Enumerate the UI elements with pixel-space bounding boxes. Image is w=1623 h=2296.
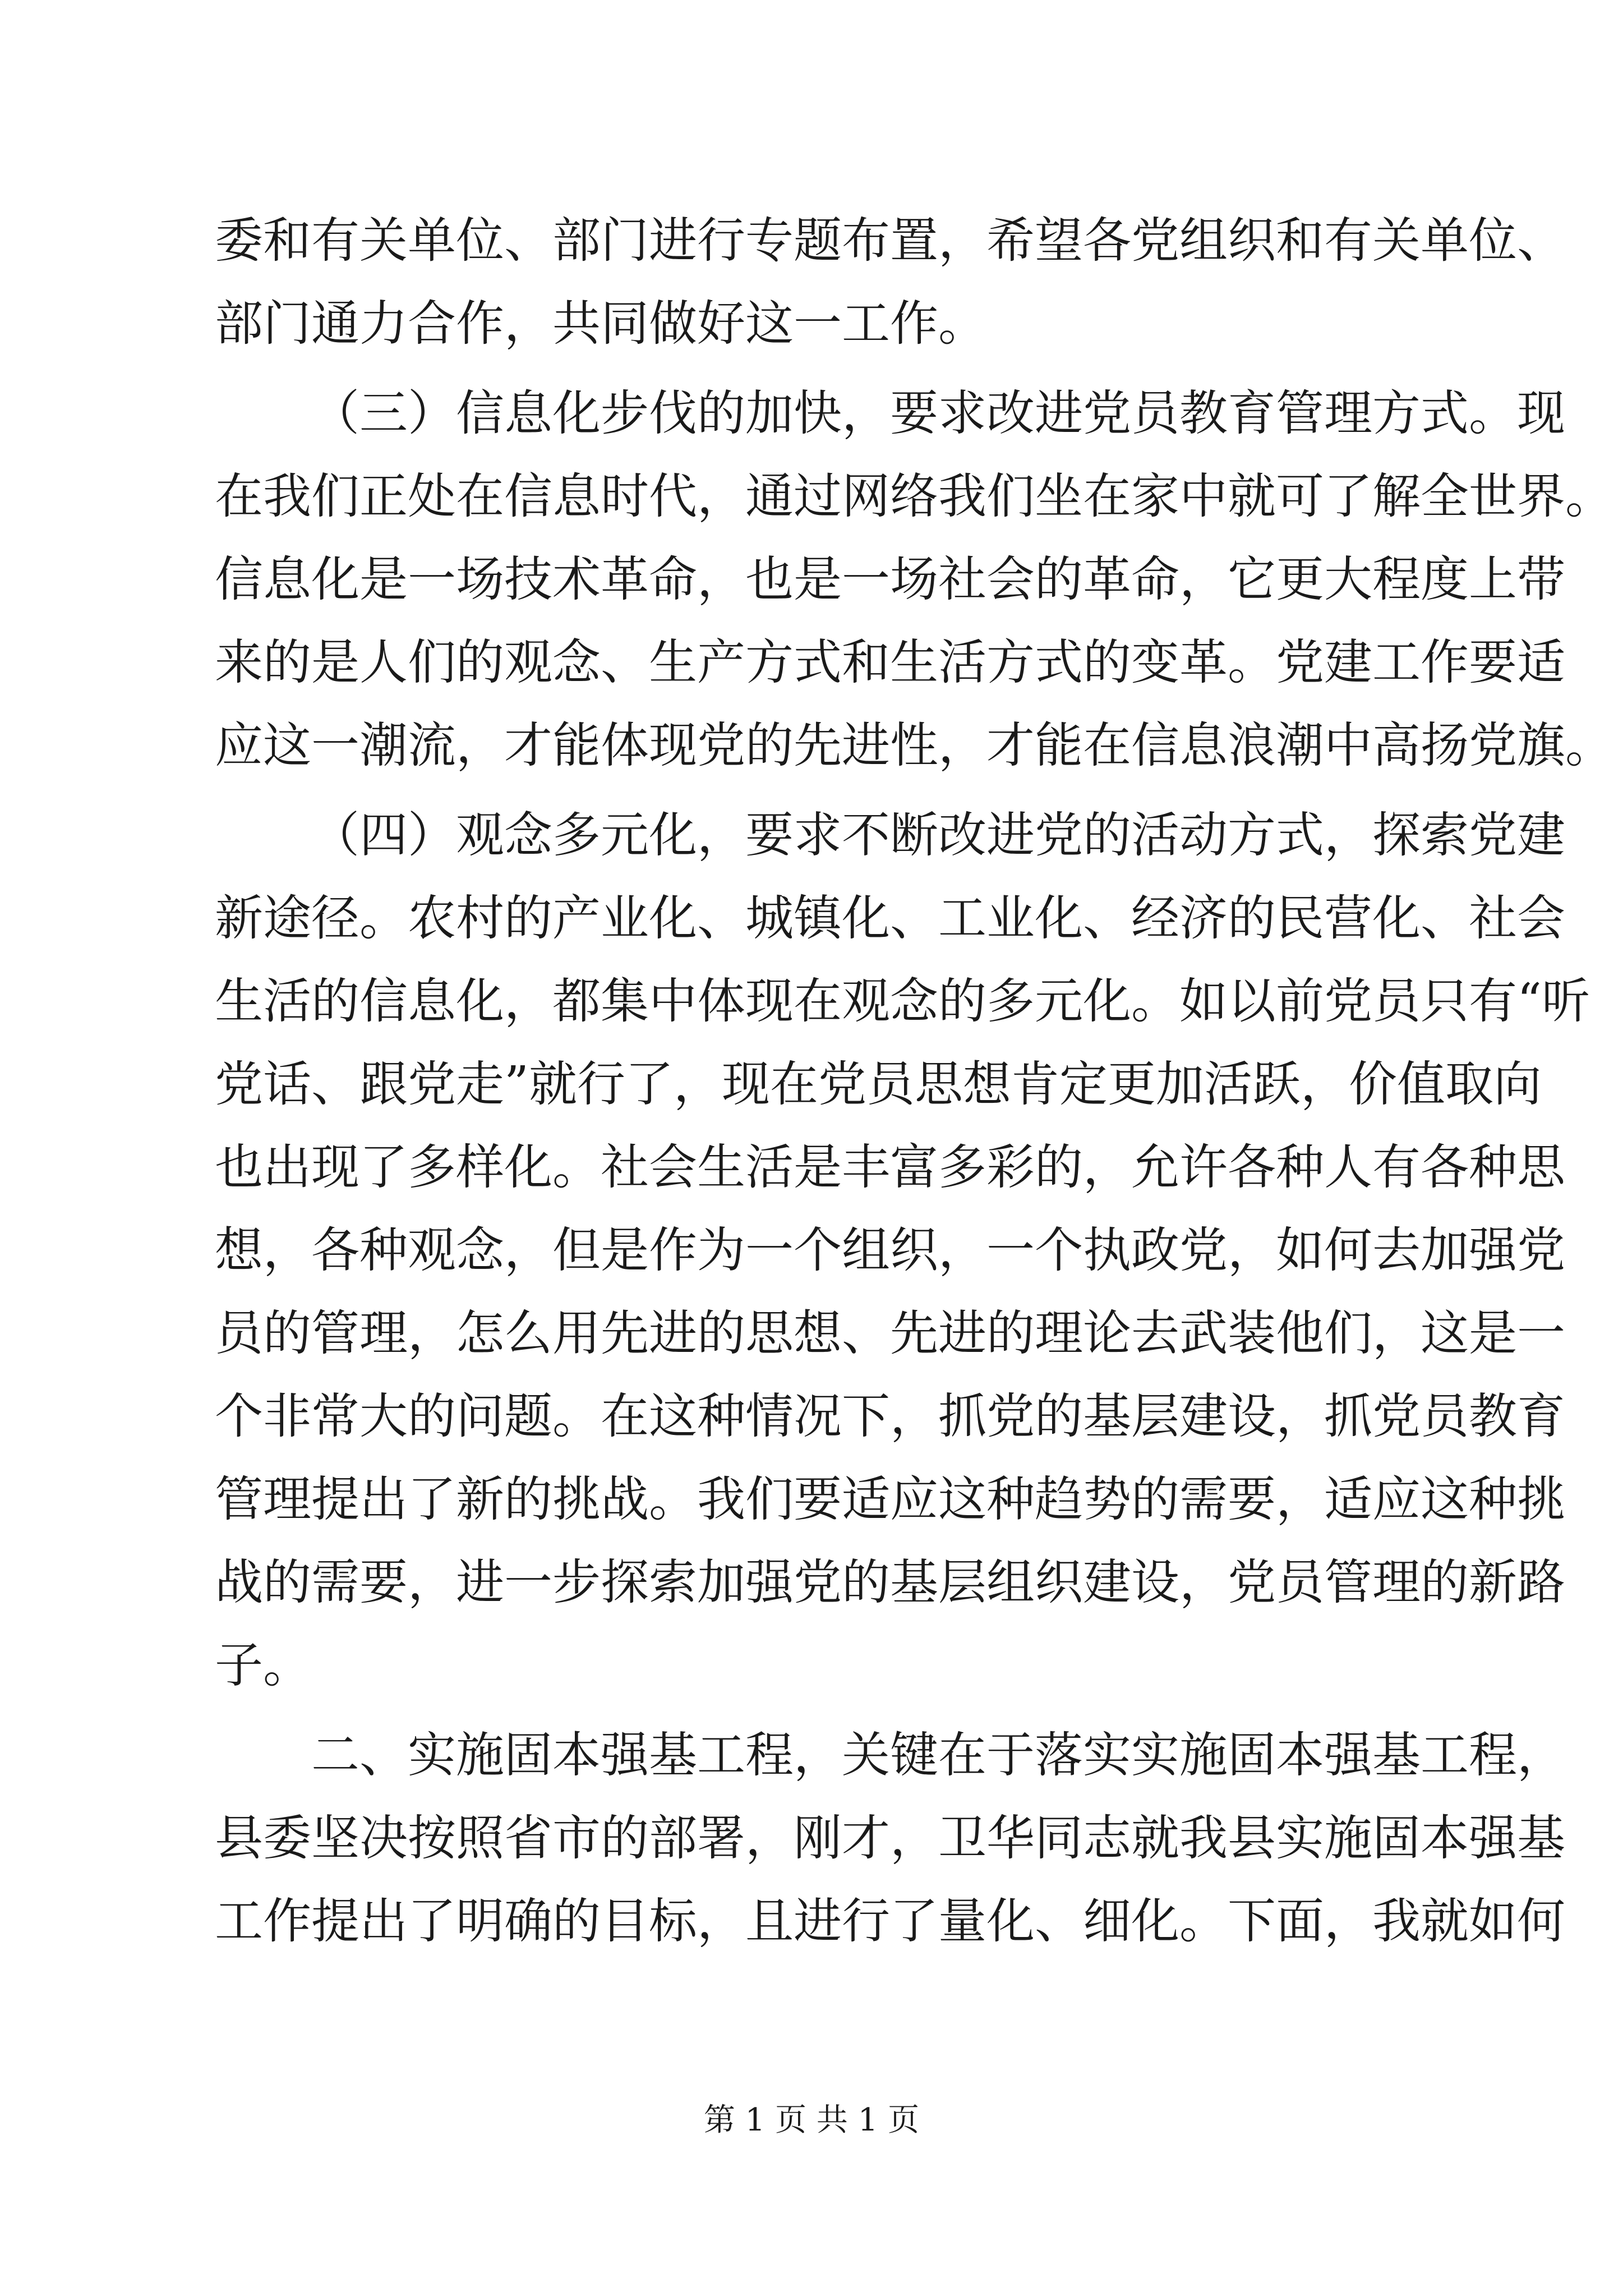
text-line: 管理提出了新的挑战。我们要适应这种趋势的需要，适应这种挑 <box>215 1471 1565 1527</box>
text-line: 二、实施固本强基工程，关键在于落实实施固本强基工程， <box>311 1727 1565 1783</box>
text-line: 想，各种观念，但是作为一个组织，一个执政党，如何去加强党 <box>215 1222 1565 1278</box>
paragraph-gap <box>215 1707 1415 1714</box>
text-line: （三）信息化步伐的加快，要求改进党员教育管理方式。现 <box>311 385 1565 441</box>
page-footer: 第 1 页 共 1 页 <box>703 2102 920 2138</box>
text-line: 工作提出了明确的目标，且进行了量化、细化。下面，我就如何 <box>215 1893 1565 1949</box>
text-line: 信息化是一场技术革命，也是一场社会的革命，它更大程度上带 <box>215 551 1565 608</box>
text-line: 来的是人们的观念、生产方式和生活方式的变革。党建工作要适 <box>215 634 1565 691</box>
text-line: 党话、跟党走”就行了，现在党员思想肯定更加活跃，价值取向 <box>215 1056 1542 1112</box>
text-line: 县委坚决按照省市的部署，刚才，卫华同志就我县实施固本强基 <box>215 1810 1565 1866</box>
paragraph <box>215 199 1565 365</box>
text-line: 生活的信息化，都集中体现在观念的多元化。如以前党员只有“听 <box>215 973 1590 1029</box>
text-line: （四）观念多元化，要求不断改进党的活动方式，探索党建 <box>311 807 1565 863</box>
text-line: 委和有关单位、部门进行专题布置，希望各党组织和有关单位、 <box>215 213 1565 269</box>
paragraph-gap <box>215 787 1415 794</box>
paragraph-gap <box>215 365 1415 372</box>
text-line: 部门通力合作，共同做好这一工作。 <box>215 296 986 352</box>
paragraph <box>215 1714 1565 1963</box>
text-line: 新途径。农村的产业化、城镇化、工业化、经济的民营化、社会 <box>215 890 1565 946</box>
text-line: 战的需要，进一步探索加强党的基层组织建设，党员管理的新路 <box>215 1554 1565 1611</box>
paragraph <box>215 794 1590 1707</box>
text-line: 在我们正处在信息时代，通过网络我们坐在家中就可了解全世界。 <box>215 468 1613 524</box>
paragraph <box>215 372 1613 787</box>
text-line: 个非常大的问题。在这种情况下，抓党的基层建设，抓党员教育 <box>215 1388 1565 1444</box>
text-line: 员的管理，怎么用先进的思想、先进的理论去武装他们，这是一 <box>215 1305 1565 1361</box>
document-body <box>215 199 1613 1963</box>
text-line: 子。 <box>215 1637 311 1694</box>
text-line: 也出现了多样化。社会生活是丰富多彩的，允许各种人有各种思 <box>215 1139 1565 1195</box>
text-line: 应这一潮流，才能体现党的先进性，才能在信息浪潮中高扬党旗。 <box>215 717 1613 774</box>
